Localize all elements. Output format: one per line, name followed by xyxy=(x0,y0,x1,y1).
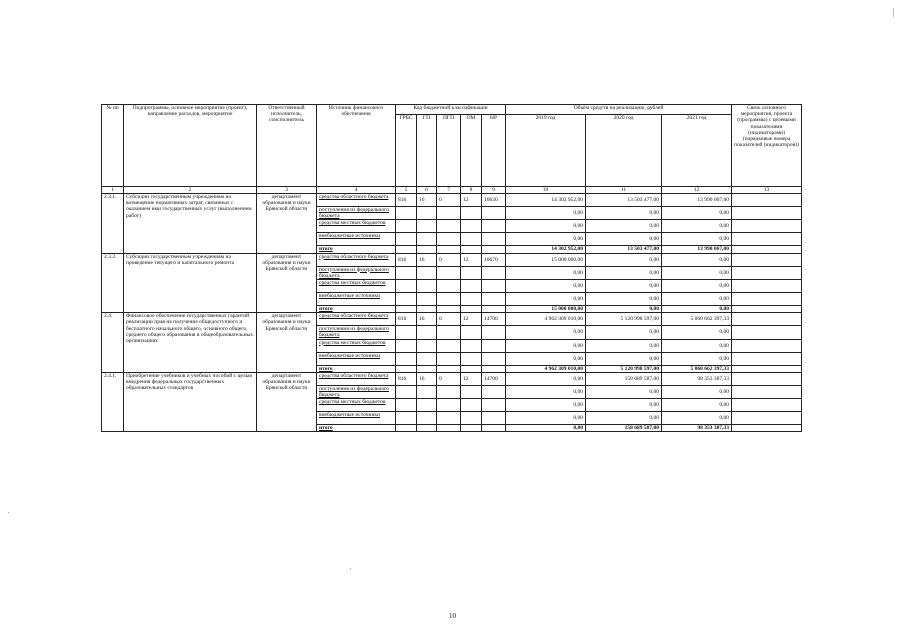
link-cell xyxy=(732,425,802,432)
amount-cell: 0,00 xyxy=(506,266,586,279)
amount-cell: 0,00 xyxy=(506,293,586,306)
funding-source: средства областного бюджета xyxy=(317,253,396,266)
col-number: 13 xyxy=(732,187,802,194)
header-year-2020: 2020 год xyxy=(586,115,662,187)
budget-code-cell xyxy=(437,246,461,253)
header-program: Подпрограммы, основное мероприятие (проект), направление расходов, мероприятие xyxy=(124,105,257,187)
amount-cell: 0,00 xyxy=(662,280,732,293)
amount-cell: 0,00 xyxy=(586,266,662,279)
col-number: 9 xyxy=(482,187,506,194)
budget-code-cell xyxy=(461,399,482,412)
amount-cell: 0,00 xyxy=(662,207,732,220)
amount-cell: 0,00 xyxy=(662,399,732,412)
item-number: 2.3.1. xyxy=(102,194,124,254)
link-cell xyxy=(732,207,802,220)
item-name: Субсидии государственным учреждениям на возмещение нормативных затрат, связанных с оказанием ими государственных услуг (выполнением работ) xyxy=(124,194,257,254)
budget-code-cell: 14700 xyxy=(482,313,506,326)
amount-cell: 0,00 xyxy=(586,339,662,352)
item-name: Субсидии государственным учреждениям на проведение текущего и капитального ремонта xyxy=(124,253,257,313)
item-responsible: департамент образования и науки Брянской области xyxy=(257,372,317,432)
budget-code-cell xyxy=(437,365,461,372)
budget-code-cell xyxy=(437,306,461,313)
budget-code-cell: 0 xyxy=(437,194,461,207)
amount-cell: 158 689 587,00 xyxy=(586,425,662,432)
budget-code-cell xyxy=(437,280,461,293)
item-name: Приобретение учебников и учебных пособий с целью внедрения федеральных государственных образовательных стандартов xyxy=(124,372,257,432)
header-row xyxy=(102,105,802,115)
budget-code-cell xyxy=(396,220,417,233)
item-number: 2.3.2. xyxy=(102,253,124,313)
budget-code-cell: 14700 xyxy=(482,372,506,385)
budget-code-cell xyxy=(461,306,482,313)
budget-code-cell xyxy=(417,399,437,412)
budget-table xyxy=(101,104,802,432)
amount-cell: 0,00 xyxy=(586,306,662,313)
amount-cell: 13 503 477,00 xyxy=(586,194,662,207)
amount-cell: 0,00 xyxy=(586,253,662,266)
link-cell xyxy=(732,246,802,253)
budget-table-sheet xyxy=(101,104,802,432)
budget-code-cell xyxy=(396,339,417,352)
amount-cell: 15 000 000,00 xyxy=(506,253,586,266)
header-num: № пп xyxy=(102,105,124,187)
header-code-nr: НР xyxy=(482,115,506,187)
amount-cell: 98 353 387,33 xyxy=(662,425,732,432)
header-link: Связь основного мероприятия, проекта (программы) с целевыми показателями (индикаторами) (порядковые номера показателей (индикаторов)) xyxy=(732,105,802,187)
link-cell xyxy=(732,306,802,313)
amount-cell: 0,00 xyxy=(662,326,732,339)
budget-code-cell xyxy=(461,233,482,246)
item-responsible: департамент образования и науки Брянской области xyxy=(257,253,317,313)
budget-code-cell: 12 xyxy=(461,372,482,385)
amount-cell: 0,00 xyxy=(662,266,732,279)
link-cell xyxy=(732,233,802,246)
amount-cell: 0,00 xyxy=(662,352,732,365)
budget-code-cell: 16 xyxy=(417,372,437,385)
header-year-2021: 2021 год xyxy=(662,115,732,187)
funding-source: поступления из федерального бюджета xyxy=(317,385,396,398)
budget-code-cell xyxy=(396,280,417,293)
source-row xyxy=(102,313,802,326)
budget-code-cell xyxy=(396,352,417,365)
link-cell xyxy=(732,194,802,207)
amount-cell: 0,00 xyxy=(506,233,586,246)
amount-cell: 0,00 xyxy=(506,425,586,432)
amount-cell: 5 120 998 597,00 xyxy=(586,313,662,326)
amount-cell: 4 962 309 010,00 xyxy=(506,365,586,372)
amount-cell: 0,00 xyxy=(662,385,732,398)
col-number: 2 xyxy=(124,187,257,194)
amount-cell: 0,00 xyxy=(586,207,662,220)
amount-cell: 5 060 662 397,33 xyxy=(662,365,732,372)
header-code-pgp: ПГП xyxy=(437,115,461,187)
budget-code-cell xyxy=(437,233,461,246)
funding-source: средства областного бюджета xyxy=(317,194,396,207)
funding-source: средства областного бюджета xyxy=(317,313,396,326)
header-year-2019: 2019 год xyxy=(506,115,586,187)
budget-code-cell xyxy=(437,220,461,233)
item-number: 2.4.1. xyxy=(102,372,124,432)
budget-code-cell xyxy=(461,280,482,293)
budget-code-cell xyxy=(482,220,506,233)
amount-cell: 0,00 xyxy=(506,220,586,233)
budget-code-cell xyxy=(482,280,506,293)
amount-cell: 13 990 067,00 xyxy=(662,194,732,207)
budget-code-cell xyxy=(437,425,461,432)
amount-cell: 0,00 xyxy=(586,280,662,293)
link-cell xyxy=(732,412,802,425)
header-responsible: Ответственный исполнитель, соисполнитель xyxy=(257,105,317,187)
link-cell xyxy=(732,253,802,266)
budget-code-cell xyxy=(482,365,506,372)
amount-cell: 0,00 xyxy=(586,293,662,306)
link-cell xyxy=(732,399,802,412)
link-cell xyxy=(732,365,802,372)
budget-code-cell xyxy=(437,326,461,339)
budget-code-cell: 16 xyxy=(417,253,437,266)
budget-code-cell: 0 xyxy=(437,313,461,326)
budget-code-cell: 10670 xyxy=(482,253,506,266)
amount-cell: 158 689 587,00 xyxy=(586,372,662,385)
budget-code-cell xyxy=(482,326,506,339)
amount-cell: 4 962 309 010,00 xyxy=(506,313,586,326)
budget-code-cell: 816 xyxy=(396,313,417,326)
link-cell xyxy=(732,352,802,365)
budget-code-cell xyxy=(461,220,482,233)
funding-source: средства местных бюджетов xyxy=(317,220,396,233)
col-number: 4 xyxy=(317,187,396,194)
amount-cell: 0,00 xyxy=(662,339,732,352)
funding-source: внебюджетные источники xyxy=(317,293,396,306)
item-name: Финансовое обеспечение государственных гарантий реализации прав на получение общедоступного и бесплатного начального общего, основного общего, среднего общего образования в общеобразовательных организациях xyxy=(124,313,257,373)
budget-code-cell xyxy=(417,339,437,352)
budget-code-cell xyxy=(417,220,437,233)
budget-code-cell xyxy=(437,293,461,306)
budget-code-cell: 816 xyxy=(396,372,417,385)
budget-code-cell xyxy=(396,399,417,412)
amount-cell: 0,00 xyxy=(506,372,586,385)
budget-code-cell xyxy=(396,246,417,253)
budget-code-cell xyxy=(437,399,461,412)
header-budget-code: Код бюджетной классификации xyxy=(396,105,506,115)
budget-code-cell xyxy=(482,207,506,220)
item-responsible: департамент образования и науки Брянской области xyxy=(257,313,317,373)
link-cell xyxy=(732,339,802,352)
amount-cell: 0,00 xyxy=(586,352,662,365)
budget-code-cell xyxy=(396,233,417,246)
budget-code-cell xyxy=(461,385,482,398)
amount-cell: 14 302 952,00 xyxy=(506,194,586,207)
link-cell xyxy=(732,220,802,233)
source-row xyxy=(102,194,802,207)
amount-cell: 13 990 067,00 xyxy=(662,246,732,253)
budget-code-cell: 816 xyxy=(396,194,417,207)
budget-code-cell xyxy=(417,233,437,246)
amount-cell: 0,00 xyxy=(586,326,662,339)
budget-code-cell xyxy=(482,266,506,279)
budget-code-cell xyxy=(482,385,506,398)
link-cell xyxy=(732,293,802,306)
link-cell xyxy=(732,326,802,339)
scan-speck xyxy=(350,568,351,569)
budget-code-cell xyxy=(417,293,437,306)
header-code-grbs: ГРБС xyxy=(396,115,417,187)
budget-code-cell xyxy=(482,339,506,352)
budget-code-cell xyxy=(437,207,461,220)
col-number: 10 xyxy=(506,187,586,194)
budget-code-cell xyxy=(461,339,482,352)
link-cell xyxy=(732,372,802,385)
budget-code-cell xyxy=(437,339,461,352)
item-responsible: департамент образования и науки Брянской области xyxy=(257,194,317,254)
budget-code-cell xyxy=(417,246,437,253)
budget-code-cell xyxy=(461,352,482,365)
column-number-row xyxy=(102,187,802,194)
funding-source: средства местных бюджетов xyxy=(317,280,396,293)
budget-code-cell xyxy=(461,207,482,220)
col-number: 7 xyxy=(437,187,461,194)
budget-code-cell xyxy=(417,266,437,279)
amount-cell: 0,00 xyxy=(662,293,732,306)
amount-cell: 0,00 xyxy=(586,412,662,425)
funding-source: поступления из федерального бюджета xyxy=(317,326,396,339)
funding-source: внебюджетные источники xyxy=(317,412,396,425)
amount-cell: 0,00 xyxy=(506,385,586,398)
budget-code-cell: 12 xyxy=(461,194,482,207)
amount-cell: 0,00 xyxy=(662,253,732,266)
link-cell xyxy=(732,280,802,293)
amount-cell: 0,00 xyxy=(506,352,586,365)
budget-code-cell: 16 xyxy=(417,194,437,207)
amount-cell: 98 353 387,33 xyxy=(662,372,732,385)
budget-code-cell xyxy=(461,293,482,306)
scan-speck xyxy=(8,512,9,513)
funding-source: итого xyxy=(317,306,396,313)
budget-code-cell xyxy=(396,385,417,398)
page-number: 10 xyxy=(449,612,456,620)
budget-code-cell xyxy=(437,266,461,279)
budget-code-cell xyxy=(417,352,437,365)
funding-source: внебюджетные источники xyxy=(317,352,396,365)
funding-source: поступления из федерального бюджета xyxy=(317,266,396,279)
budget-code-cell xyxy=(396,326,417,339)
header-code-om: ОМ xyxy=(461,115,482,187)
budget-code-cell xyxy=(437,352,461,365)
budget-code-cell xyxy=(396,365,417,372)
funding-source: итого xyxy=(317,365,396,372)
amount-cell: 14 302 952,00 xyxy=(506,246,586,253)
item-number: 2.4. xyxy=(102,313,124,373)
budget-code-cell xyxy=(417,207,437,220)
budget-code-cell xyxy=(482,246,506,253)
budget-code-cell xyxy=(482,293,506,306)
amount-cell: 0,00 xyxy=(662,412,732,425)
funding-source: средства областного бюджета xyxy=(317,372,396,385)
source-row xyxy=(102,372,802,385)
source-row xyxy=(102,253,802,266)
budget-code-cell xyxy=(417,326,437,339)
col-number: 12 xyxy=(662,187,732,194)
amount-cell: 0,00 xyxy=(586,385,662,398)
header-amount: Объём средств на реализацию, рублей xyxy=(506,105,732,115)
budget-code-cell xyxy=(482,399,506,412)
budget-code-cell xyxy=(461,246,482,253)
amount-cell: 13 503 477,00 xyxy=(586,246,662,253)
link-cell xyxy=(732,313,802,326)
budget-code-cell xyxy=(396,425,417,432)
budget-code-cell xyxy=(482,233,506,246)
col-number: 8 xyxy=(461,187,482,194)
budget-code-cell xyxy=(396,266,417,279)
budget-code-cell: 12 xyxy=(461,313,482,326)
amount-cell: 0,00 xyxy=(506,207,586,220)
amount-cell: 15 000 000,00 xyxy=(506,306,586,313)
budget-code-cell xyxy=(482,352,506,365)
budget-code-cell: 0 xyxy=(437,253,461,266)
amount-cell: 5 060 662 397,33 xyxy=(662,313,732,326)
header-code-gp: ГП xyxy=(417,115,437,187)
amount-cell: 0,00 xyxy=(506,326,586,339)
scan-edge-mark xyxy=(893,8,894,17)
amount-cell: 0,00 xyxy=(586,399,662,412)
col-number: 3 xyxy=(257,187,317,194)
amount-cell: 0,00 xyxy=(662,220,732,233)
budget-code-cell xyxy=(417,280,437,293)
col-number: 11 xyxy=(586,187,662,194)
budget-code-cell: 816 xyxy=(396,253,417,266)
budget-code-cell xyxy=(437,385,461,398)
funding-source: средства местных бюджетов xyxy=(317,399,396,412)
amount-cell: 0,00 xyxy=(662,233,732,246)
budget-code-cell xyxy=(482,412,506,425)
budget-code-cell xyxy=(482,425,506,432)
budget-code-cell xyxy=(396,207,417,220)
budget-code-cell: 0 xyxy=(437,372,461,385)
budget-code-cell xyxy=(461,412,482,425)
budget-code-cell xyxy=(461,425,482,432)
budget-code-cell xyxy=(461,326,482,339)
budget-code-cell: 12 xyxy=(461,253,482,266)
budget-code-cell xyxy=(396,412,417,425)
budget-code-cell xyxy=(417,365,437,372)
col-number: 6 xyxy=(417,187,437,194)
budget-code-cell xyxy=(482,306,506,313)
col-number: 1 xyxy=(102,187,124,194)
funding-source: поступления из федерального бюджета xyxy=(317,207,396,220)
col-number: 5 xyxy=(396,187,417,194)
budget-code-cell xyxy=(461,266,482,279)
budget-code-cell xyxy=(396,306,417,313)
budget-code-cell xyxy=(417,425,437,432)
link-cell xyxy=(732,266,802,279)
funding-source: итого xyxy=(317,425,396,432)
budget-code-cell xyxy=(396,293,417,306)
budget-code-cell xyxy=(417,385,437,398)
amount-cell: 0,00 xyxy=(506,339,586,352)
amount-cell: 0,00 xyxy=(662,306,732,313)
amount-cell: 0,00 xyxy=(506,412,586,425)
budget-code-cell: 16 xyxy=(417,313,437,326)
budget-code-cell xyxy=(437,412,461,425)
budget-code-cell: 10630 xyxy=(482,194,506,207)
amount-cell: 0,00 xyxy=(506,399,586,412)
budget-code-cell xyxy=(461,365,482,372)
header-source: Источник финансового обеспечения xyxy=(317,105,396,187)
amount-cell: 0,00 xyxy=(586,233,662,246)
funding-source: внебюджетные источники xyxy=(317,233,396,246)
funding-source: средства местных бюджетов xyxy=(317,339,396,352)
budget-code-cell xyxy=(417,412,437,425)
link-cell xyxy=(732,385,802,398)
budget-code-cell xyxy=(417,306,437,313)
amount-cell: 5 120 998 597,00 xyxy=(586,365,662,372)
amount-cell: 0,00 xyxy=(586,220,662,233)
funding-source: итого xyxy=(317,246,396,253)
amount-cell: 0,00 xyxy=(506,280,586,293)
